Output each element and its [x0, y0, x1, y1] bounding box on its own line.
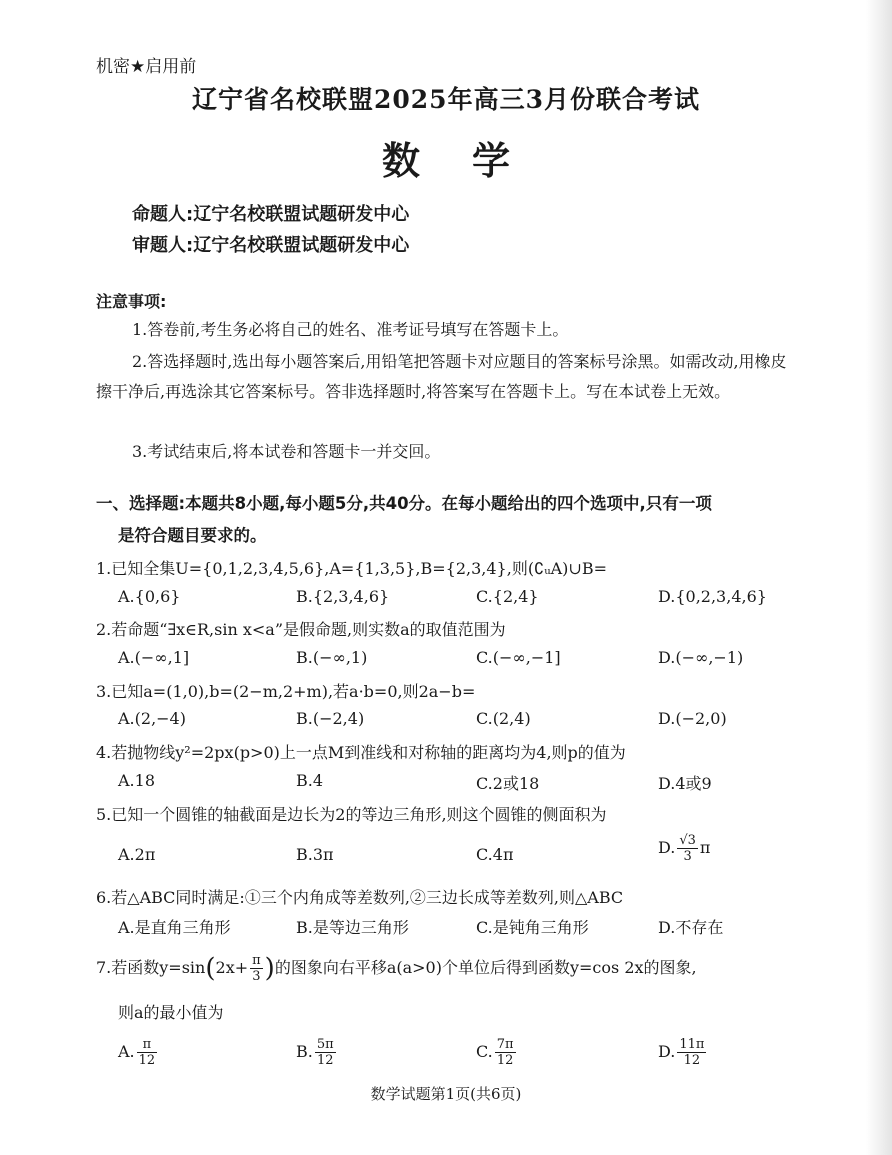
- fraction-denominator: 12: [138, 1053, 156, 1068]
- right-paren: ): [264, 953, 275, 984]
- question-7-stem-line2: 则a的最小值为: [118, 1003, 224, 1022]
- question-2-option-d: D.(−∞,−1): [658, 648, 744, 667]
- option-c-label: C.: [476, 1042, 493, 1061]
- fraction-denominator: 3: [252, 969, 261, 984]
- question-5-option-a: A.2π: [118, 845, 156, 864]
- pi-over-3-fraction: [250, 953, 263, 984]
- notice-item-1: 1.答卷前,考生务必将自己的姓名、准考证号填写在答题卡上。: [132, 320, 569, 339]
- question-4-option-a: A.18: [118, 771, 155, 790]
- question-4-option-c: C.2或18: [476, 774, 540, 793]
- fraction-denominator: 3: [683, 849, 692, 864]
- left-paren: (: [205, 953, 216, 984]
- option-a-label: A.: [118, 1042, 135, 1061]
- sqrt3-over-3-fraction: [677, 833, 698, 864]
- subject-title: 数学: [381, 138, 562, 183]
- question-1-option-c: C.{2,4}: [476, 587, 539, 606]
- question-7-option-a: [118, 1037, 159, 1068]
- exam-title: 辽宁省名校联盟2025年高三3月份联合考试: [192, 85, 700, 114]
- fraction: [137, 1037, 158, 1068]
- question-7-stem: [96, 953, 697, 984]
- page-footer: 数学试题第1页(共6页): [370, 1085, 522, 1103]
- fraction-denominator: 12: [316, 1053, 334, 1068]
- fraction: [677, 1037, 706, 1068]
- question-2-option-c: C.(−∞,−1]: [476, 648, 561, 667]
- question-6-option-a: A.是直角三角形: [118, 918, 231, 937]
- confidential-label: 机密★启用前: [96, 57, 197, 77]
- question-3-option-c: C.(2,4): [476, 709, 531, 728]
- question-1-option-a: A.{0,6}: [118, 587, 181, 606]
- fraction: [315, 1037, 336, 1068]
- question-6-option-d: D.不存在: [658, 918, 724, 937]
- fraction: [495, 1037, 516, 1068]
- fraction-numerator: 5π: [316, 1037, 334, 1052]
- option-b-label: B.: [296, 1042, 313, 1061]
- fraction-numerator: 7π: [496, 1037, 514, 1052]
- question-6-option-c: C.是钝角三角形: [476, 918, 589, 937]
- question-7-option-c: [476, 1037, 518, 1068]
- question-4-option-d: D.4或9: [658, 774, 712, 793]
- notice-item-2: 2.答选择题时,选出每小题答案后,用铅笔把答题卡对应题目的答案标号涂黑。如需改动,用橡皮擦干净后,再选涂其它答案标号。答非选择题时,将答案写在答题卡上。写在本试卷上无效。: [96, 352, 787, 401]
- fraction-denominator: 12: [683, 1053, 701, 1068]
- question-7-option-d: [658, 1037, 708, 1068]
- question-2-option-a: A.(−∞,1]: [118, 648, 190, 667]
- pi-symbol: π: [699, 838, 711, 857]
- question-3-stem: 3.已知a=(1,0),b=(2−m,2+m),若a·b=0,则2a−b=: [96, 682, 476, 701]
- section-heading: [96, 488, 801, 552]
- fraction-numerator: π: [252, 953, 261, 968]
- question-1-option-b: B.{2,3,4,6}: [296, 587, 390, 606]
- question-2-option-b: B.(−∞,1): [296, 648, 368, 667]
- question-5-stem: 5.已知一个圆锥的轴截面是边长为2的等边三角形,则这个圆锥的侧面积为: [96, 805, 607, 824]
- question-3-option-b: B.(−2,4): [296, 709, 365, 728]
- q7-stem-inner: 2x+: [215, 958, 249, 977]
- q7-stem-post: 的图象向右平移a(a>0)个单位后得到函数y=cos 2x的图象,: [274, 958, 697, 977]
- question-1-option-d: D.{0,2,3,4,6}: [658, 587, 767, 606]
- question-7-option-b: [296, 1037, 338, 1068]
- fraction-numerator: √3: [679, 833, 696, 848]
- fraction-denominator: 12: [496, 1053, 514, 1068]
- question-3-option-d: D.(−2,0): [658, 709, 727, 728]
- question-3-option-a: A.(2,−4): [118, 709, 186, 728]
- author-line: 命题人:辽宁名校联盟试题研发中心: [132, 204, 410, 225]
- fraction-numerator: 11π: [679, 1037, 705, 1052]
- q7-stem-pre: 7.若函数y=sin: [96, 958, 206, 977]
- option-d-label: D.: [658, 1042, 676, 1061]
- question-5-option-d: [658, 833, 710, 864]
- question-4-stem: 4.若抛物线y²=2px(p>0)上一点M到准线和对称轴的距离均为4,则p的值为: [96, 743, 626, 762]
- fraction-numerator: π: [137, 1037, 158, 1053]
- section-heading-line1: 一、选择题:本题共8小题,每小题5分,共40分。在每小题给出的四个选项中,只有一项: [96, 494, 712, 513]
- question-4-option-b: B.4: [296, 771, 324, 790]
- question-5-option-b: B.3π: [296, 845, 334, 864]
- reviewer-line: 审题人:辽宁名校联盟试题研发中心: [132, 235, 410, 256]
- question-2-stem: 2.若命题“∃x∈R,sin x<a”是假命题,则实数a的取值范围为: [96, 620, 506, 639]
- question-1-stem: 1.已知全集U={0,1,2,3,4,5,6},A={1,3,5},B={2,3,4},则(∁ᵤA)∪B=: [96, 559, 607, 578]
- question-6-option-b: B.是等边三角形: [296, 918, 409, 937]
- notice-heading: 注意事项:: [96, 292, 167, 311]
- option-d-label: D.: [658, 838, 676, 857]
- section-heading-line2: 是符合题目要求的。: [118, 526, 267, 545]
- question-5-option-c: C.4π: [476, 845, 514, 864]
- question-6-stem: 6.若△ABC同时满足:①三个内角成等差数列,②三边长成等差数列,则△ABC: [96, 888, 624, 907]
- notice-item-3: 3.考试结束后,将本试卷和答题卡一并交回。: [132, 442, 441, 461]
